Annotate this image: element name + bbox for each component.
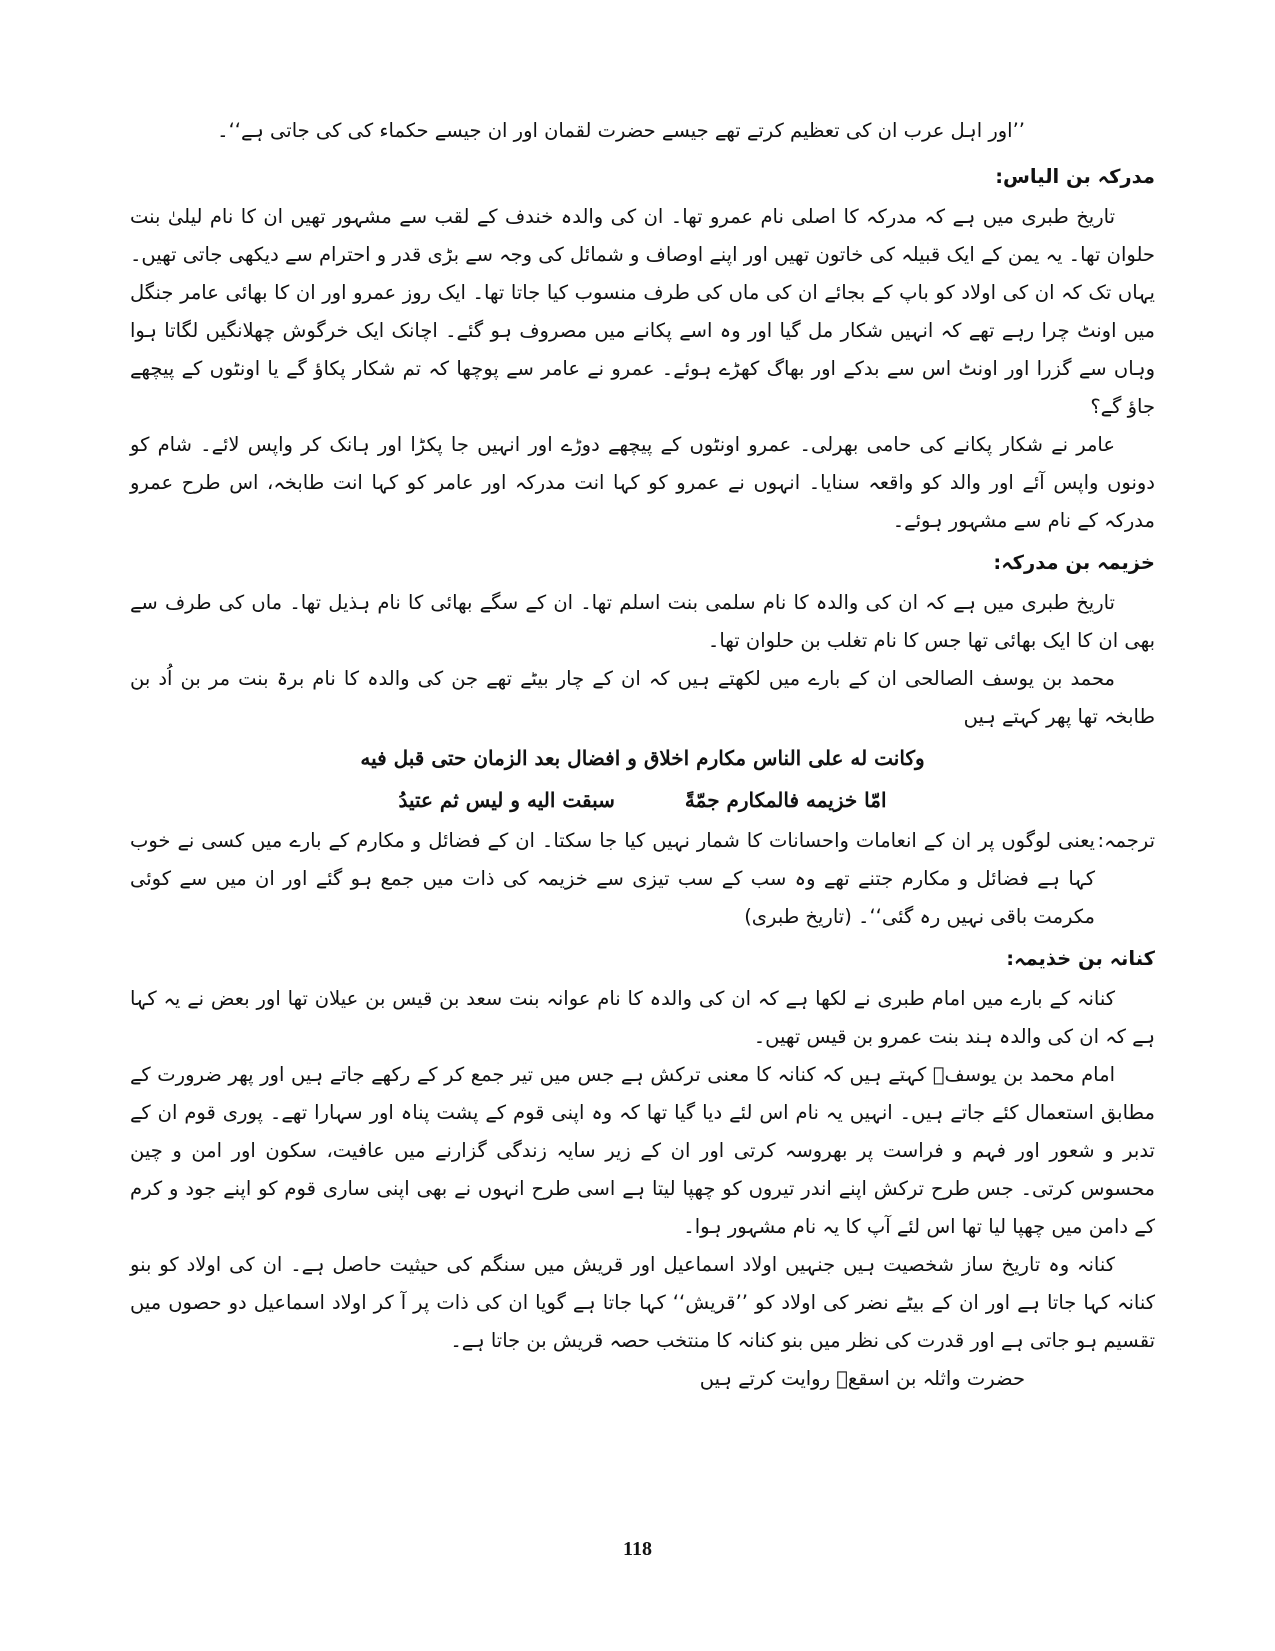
arabic-verse-second-hemistich: سبقت الیه و لیس ثم عتیدُ: [398, 788, 615, 812]
heading-khuzaima: خزیمہ بن مدرکہ:: [993, 551, 1155, 574]
paragraph-kinana-3: کنانہ وہ تاریخ ساز شخصیت ہیں جنہیں اولاد اسماعیل اور قریش میں سنگم کی حیثیت حاصل ہے۔ ان کی اولاد کو بنو کنانہ کہا جاتا ہے اور ان کے بیٹے نضر کی اولاد کو ’’قریش‘‘ کہا جاتا ہے گویا ان کی ذات پر آ کر اولاد اسماعیل دو حصوں میں تقسیم ہو جاتی ہے اور قدرت کی نظر میں بنو کنانہ کا منتخب حصہ قریش بن جاتا ہے۔: [130, 1253, 1155, 1352]
page-number: 118: [623, 1538, 652, 1560]
arabic-line: وکانت له علی الناس مکارم اخلاق و افضال بعد الزمان حتی قبل فیه: [360, 746, 925, 770]
page-body: [130, 112, 1155, 1398]
paragraph-kinana-1: کنانہ کے بارے میں امام طبری نے لکھا ہے کہ ان کی والدہ کا نام عوانہ بنت سعد بن قیس بن عیلان تھا اور بعض نے یہ کہا ہے کہ ان کی والدہ ہند بنت عمرو بن قیس تھیں۔: [130, 987, 1155, 1048]
opening-quote: ’’اور اہل عرب ان کی تعظیم کرتے تھے جیسے حضرت لقمان اور ان جیسے حکماء کی کی جاتی ہے‘‘۔: [217, 119, 1025, 142]
paragraph-madrika-1: تاریخ طبری میں ہے کہ مدرکہ کا اصلی نام عمرو تھا۔ ان کی والدہ خندف کے لقب سے مشہور تھیں ان کا نام لیلیٰ بنت حلوان تھا۔ یہ یمن کے ایک قبیلہ کی خاتون تھیں اور اپنے اوصاف و شمائل کی وجہ سے بڑی قدر و احترام سے دیکھی جاتی تھیں۔ یہاں تک کہ ان کی اولاد کو باپ کے بجائے ان کی ماں کی طرف منسوب کیا جاتا تھا۔ ایک روز عمرو اور ان کا بھائی عامر جنگل میں اونٹ چرا رہے تھے کہ انہیں شکار مل گیا اور وہ اسے پکانے میں مصروف ہو گئے۔ اچانک ایک خرگوش چھلانگیں لگاتا ہوا وہاں سے گزرا اور اونٹ اس سے بدکے اور بھاگ کھڑے ہوئے۔ عمرو نے عامر سے پوچھا کہ تم شکار پکاؤ گے یا اونٹوں کے پیچھے جاؤ گے؟: [130, 205, 1155, 418]
translation-text: یعنی لوگوں پر ان کے انعامات واحسانات کا شمار نہیں کیا جا سکتا۔ ان کے فضائل و مکارم کے بارے میں کسی نے خوب کہا ہے فضائل و مکارم جتنے تھے وہ سب کے سب تیزی سے خزیمہ کی ذات میں جمع ہو گئے اور ان میں سے کوئی مکرمت باقی نہیں رہ گئی‘‘۔ (تاریخ طبری): [130, 829, 1095, 928]
arabic-verse: [130, 780, 1155, 820]
paragraph-khuzaima-2: محمد بن یوسف الصالحی ان کے بارے میں لکھتے ہیں کہ ان کے چار بیٹے تھے جن کی والدہ کا نام برۃ بنت مر بن اُد بن طابخہ تھا پھر کہتے ہیں: [130, 667, 1155, 728]
heading-kinana: کنانہ بن خذیمہ:: [1006, 947, 1155, 970]
paragraph-khuzaima-1: تاریخ طبری میں ہے کہ ان کی والدہ کا نام سلمی بنت اسلم تھا۔ ان کے سگے بھائی کا نام ہذیل تھا۔ ماں کی طرف سے بھی ان کا ایک بھائی تھا جس کا نام تغلب بن حلوان تھا۔: [130, 591, 1155, 652]
heading-madrika: مدرکہ بن الیاس:: [995, 165, 1155, 188]
arabic-verse-first-hemistich: امّا خزیمه فالمکارم جمّةً: [684, 788, 887, 812]
translation-label: ترجمہ:: [1097, 829, 1155, 852]
paragraph-madrika-2: عامر نے شکار پکانے کی حامی بھرلی۔ عمرو اونٹوں کے پیچھے دوڑے اور انہیں جا پکڑا اور ہانک کر واپس لائے۔ شام کو دونوں واپس آئے اور والد کو واقعہ سنایا۔ انہوں نے عمرو کو کہا انت مدرکہ اور عامر کو کہا انت طابخہ، اس طرح عمرو مدرکہ کے نام سے مشہور ہوئے۔: [130, 433, 1155, 532]
paragraph-kinana-4: حضرت واثلہ بن اسقعؓ روایت کرتے ہیں: [699, 1367, 1025, 1390]
paragraph-kinana-2: امام محمد بن یوسفؒ کہتے ہیں کہ کنانہ کا معنی ترکش ہے جس میں تیر جمع کر کے رکھے جاتے ہیں اور پھر ضرورت کے مطابق استعمال کئے جاتے ہیں۔ انہیں یہ نام اس لئے دیا گیا تھا کہ وہ اپنی قوم کے پشت پناہ اور سہارا تھے۔ پوری قوم ان کے تدبر و شعور اور فہم و فراست پر بھروسہ کرتی اور ان کے زیر سایہ زندگی گزارنے میں عافیت، سکون اور امن و چین محسوس کرتی۔ جس طرح ترکش اپنے اندر تیروں کو چھپا لیتا ہے اسی طرح انہوں نے بھی اپنی ساری قوم کو اپنے جود و کرم کے دامن میں چھپا لیا تھا اس لئے آپ کا یہ نام مشہور ہوا۔: [130, 1063, 1155, 1238]
translation-block: [130, 822, 1155, 936]
